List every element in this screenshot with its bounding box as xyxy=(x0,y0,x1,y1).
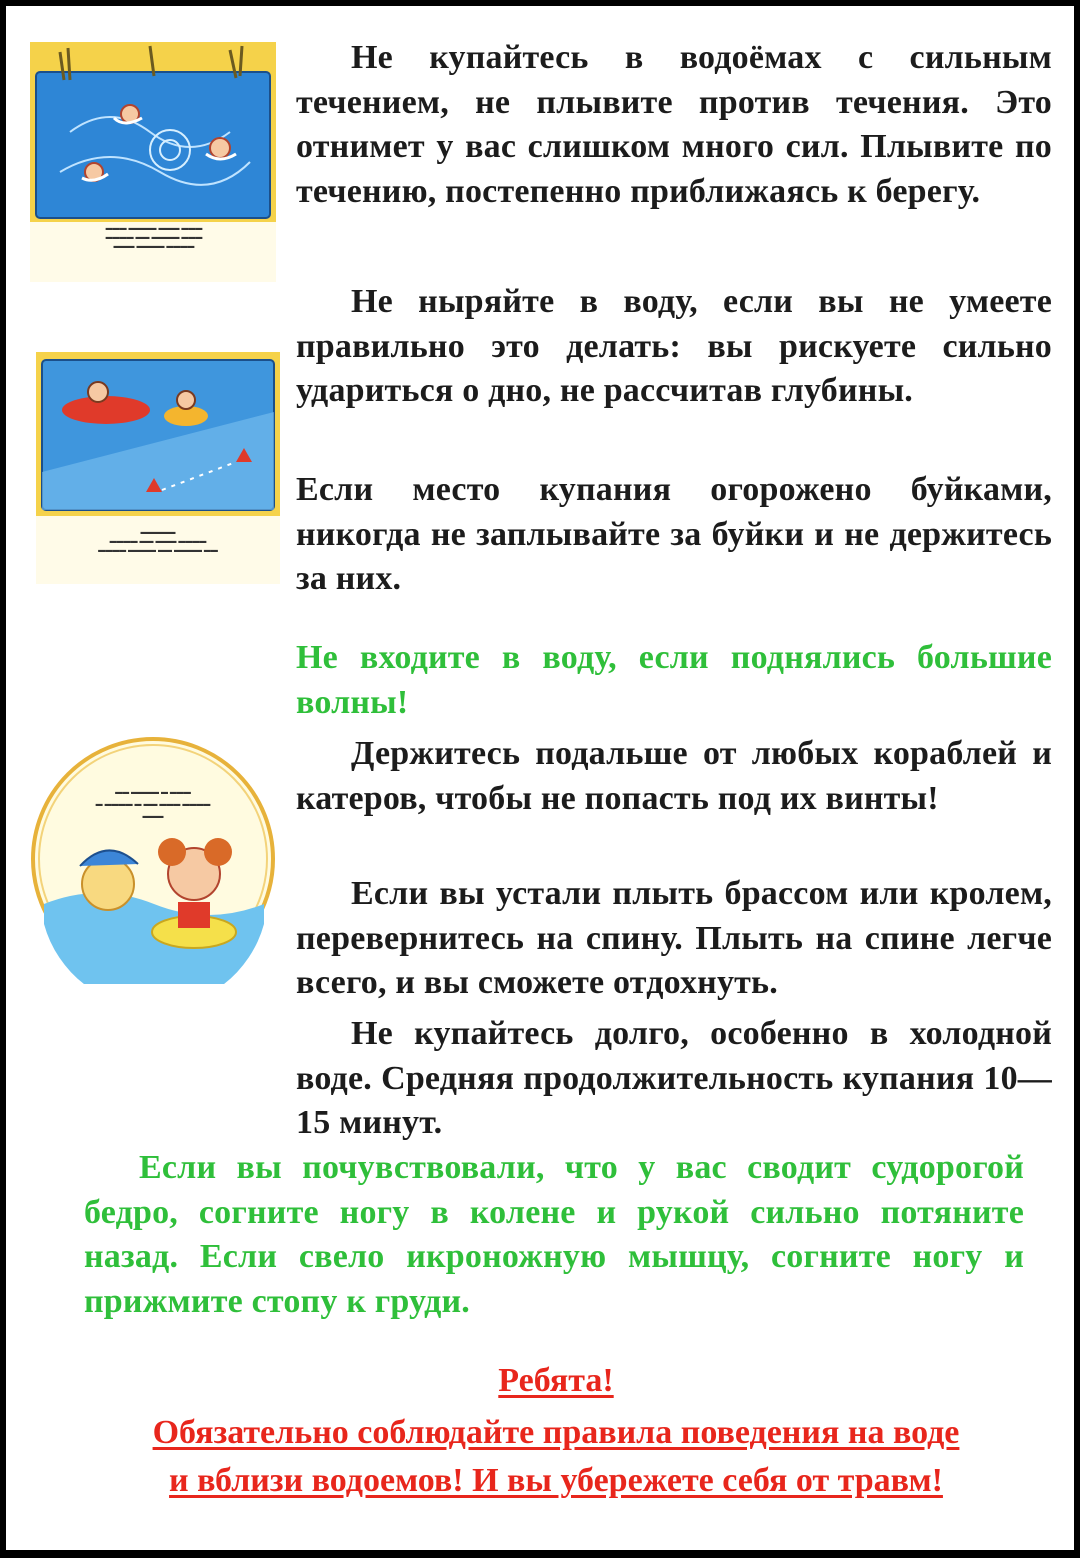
rule-cramp: Если вы почувствовали, что у вас сводит судорогой бедро, согните ногу в колене и рукой сильно потяните назад. Если свело икроножную мышцу, согните ногу и прижмите стопу к груди. xyxy=(84,1149,1024,1320)
svg-text:▬▬▬: ▬▬▬ xyxy=(142,813,164,820)
illustration-current xyxy=(30,42,276,282)
rule-buoys: Если место купания огорожено буйками, никогда не заплывайте за буйки и не держитесь за них. xyxy=(296,471,1052,597)
footer-line-2: и вблизи водоемов! И вы убережете себя от травм! xyxy=(169,1462,943,1499)
rule-current: Не купайтесь в водоёмах с сильным течением, не плывите против течения. Это отнимет у вас слишком много сил. Плывите по течению, постепенно приближаясь к берегу. xyxy=(296,39,1052,210)
svg-text:▬▬ ▬▬▬▬ ▬ ▬▬▬: ▬▬ ▬▬▬▬ ▬ ▬▬▬ xyxy=(115,789,191,796)
poster-sheet xyxy=(6,6,1074,1550)
illustration-caption: ▬▬▬ ▬▬▬▬ ▬▬▬ ▬▬▬ ▬▬▬▬ ▬▬ ▬▬▬▬ ▬▬▬ ▬▬▬ ▬▬▬▬ ▬▬▬▬ xyxy=(105,225,203,250)
children-swimming-image xyxy=(28,734,278,984)
footer-heading: Ребята! xyxy=(498,1362,614,1399)
svg-text:▬ ▬▬▬▬ ▬ ▬▬ ▬▬▬ ▬▬▬▬: ▬ ▬▬▬▬ ▬ ▬▬ ▬▬▬ ▬▬▬▬ xyxy=(95,801,211,808)
swimmers-current-image xyxy=(30,42,276,222)
illustration-buoys xyxy=(36,352,280,584)
rule-cold-water: Не купайтесь долго, особенно в холодной воде. Средняя продолжительность купания 10—15 минут. xyxy=(296,1015,1052,1141)
diving-buoys-image xyxy=(36,352,280,516)
footer-line-1: Обязательно соблюдайте правила поведения на воде xyxy=(152,1414,960,1451)
rule-boats: Держитесь подальше от любых кораблей и катеров, чтобы не попасть под их винты! xyxy=(296,735,1052,817)
illustration-children-circle xyxy=(28,734,278,984)
rule-diving: Не ныряйте в воду, если вы не умеете правильно это делать: вы рискуете сильно удариться о дно, не рассчитав глубины. xyxy=(296,283,1052,409)
rule-tired: Если вы устали плыть брассом или кролем, перевернитесь на спину. Плыть на спине легче всего, и вы сможете отдохнуть. xyxy=(296,875,1052,1001)
rule-waves: Не входите в воду, если поднялись большие волны! xyxy=(296,639,1052,721)
illustration-caption: ▬▬▬▬▬ ▬▬▬▬ ▬▬ ▬▬▬ ▬▬▬▬ ▬▬▬▬ ▬▬▬▬ ▬▬ ▬▬▬▬ ▬▬ xyxy=(98,529,218,554)
